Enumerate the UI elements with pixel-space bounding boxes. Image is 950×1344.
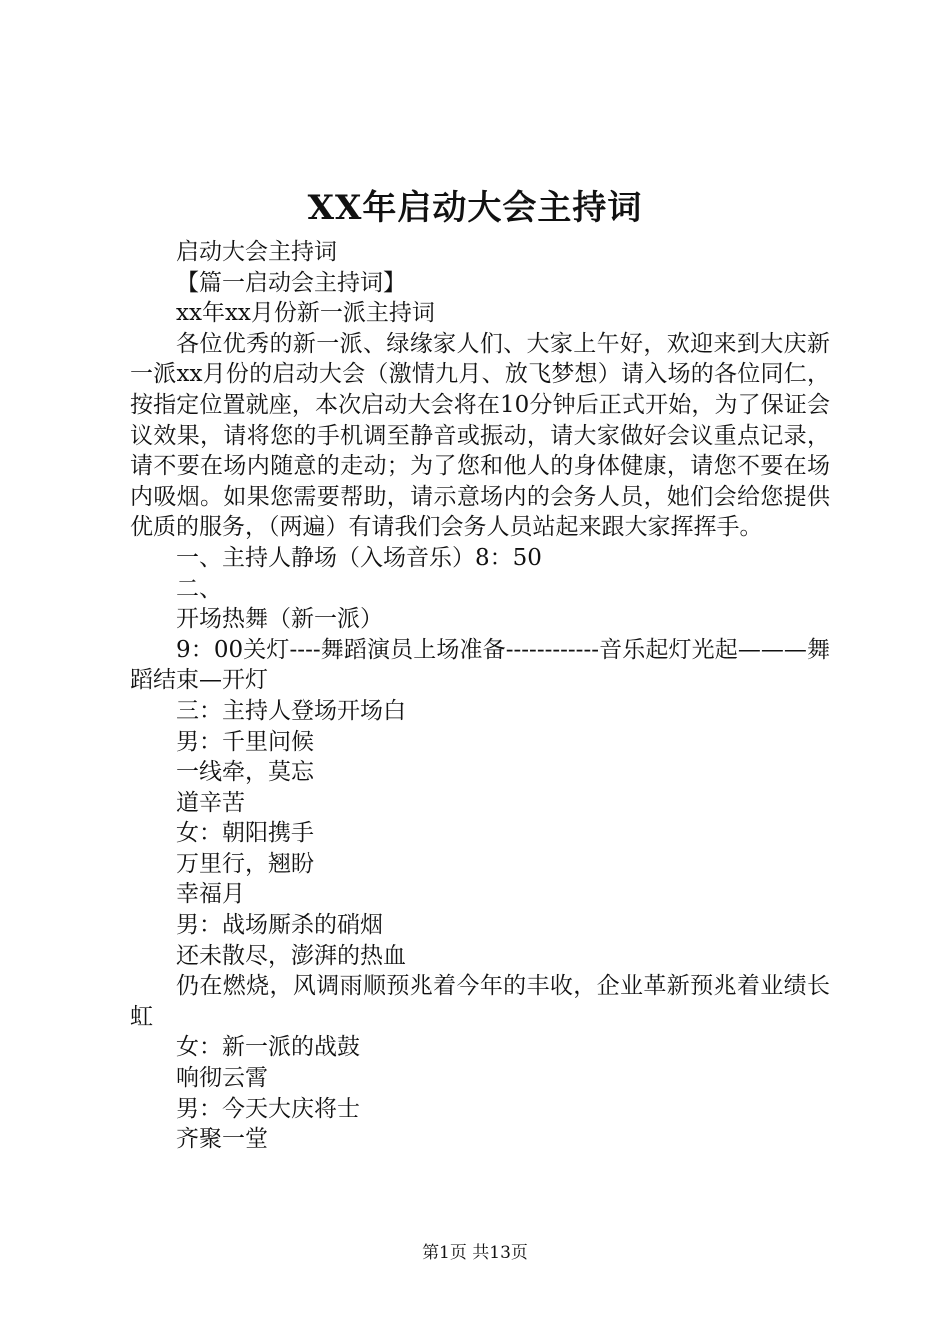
paragraph: 各位优秀的新一派、绿缘家人们、大家上午好，欢迎来到大庆新一派xx月份的启动大会（激情九月、放飞梦想）请入场的各位同仁，按指定位置就座，本次启动大会将在10分钟后正式开始，为了保证会议效果，请将您的手机调至静音或振动，请大家做好会议重点记录，请不要在场内随意的走动；为了您和他人的身体健康，请您不要在场内吸烟。如果您需要帮助，请示意场内的会务人员，她们会给您提供优质的服务，（两遍）有请我们会务人员站起来跟大家挥挥手。 (130, 330, 830, 541)
paragraph: 仍在燃烧，风调雨顺预兆着今年的丰收，企业革新预兆着业绩长虹 (130, 973, 830, 1030)
paragraph: 一线牵，莫忘 (176, 759, 314, 786)
paragraph: 女：新一派的战鼓 (176, 1034, 360, 1061)
paragraph: 男：千里问候 (176, 728, 314, 755)
page-footer: 第1页 共13页 (422, 1243, 528, 1263)
paragraph: 男：今天大庆将士 (176, 1095, 360, 1122)
paragraph: 一、主持人静场（入场音乐）8：50 (176, 544, 542, 571)
paragraph: 幸福月 (176, 881, 245, 908)
paragraph: 二、 (176, 575, 222, 602)
document-title: XX年启动大会主持词 (307, 188, 643, 228)
paragraph: 【篇一启动会主持词】 (176, 269, 406, 296)
paragraph: 万里行，翘盼 (176, 850, 314, 877)
paragraph: 齐聚一堂 (176, 1126, 268, 1153)
paragraph: 9：00关灯----舞蹈演员上场准备------------音乐起灯光起———舞蹈结束—开灯 (130, 636, 830, 694)
paragraph: 三：主持人登场开场白 (176, 697, 406, 724)
paragraph: 响彻云霄 (176, 1065, 268, 1092)
paragraph: 启动大会主持词 (176, 239, 337, 265)
paragraph: 开场热舞（新一派） (176, 606, 383, 633)
paragraph: 还未散尽，澎湃的热血 (176, 942, 406, 969)
paragraph: xx年xx月份新一派主持词 (176, 300, 435, 327)
paragraph: 男：战场厮杀的硝烟 (176, 912, 383, 939)
paragraph: 道辛苦 (176, 789, 245, 816)
paragraph: 女：朝阳携手 (176, 820, 314, 847)
document-body (130, 237, 830, 1155)
